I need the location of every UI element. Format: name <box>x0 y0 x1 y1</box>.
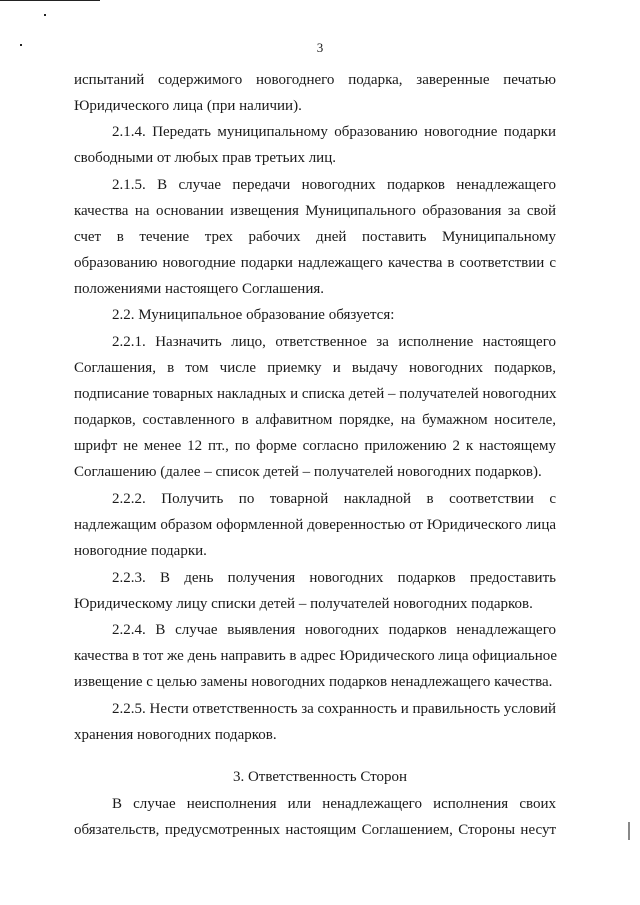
paragraph-line: образованию новогодние подарки надлежащего качества в соответствии с <box>74 255 556 271</box>
paragraph-line: подписание товарных накладных и списка детей – получателей новогодних <box>74 386 557 402</box>
paragraph-line: 2.2. Муниципальное образование обязуется: <box>112 307 395 323</box>
paragraph-line: обязательств, предусмотренных настоящим Соглашением, Стороны несут <box>74 822 556 838</box>
paragraph-line: 2.1.4. Передать муниципальному образованию новогодние подарки <box>112 124 556 140</box>
paragraph-line: Соглашению (далее – список детей – получателей новогодних подарков). <box>74 464 542 480</box>
page-number: 3 <box>316 40 324 55</box>
paragraph-line: 2.1.5. В случае передачи новогодних подарков ненадлежащего <box>112 177 556 193</box>
paragraph-line: извещение с целью замены новогодних подарков ненадлежащего качества. <box>74 674 553 690</box>
paragraph-line: надлежащим образом оформленной доверенностью от Юридического лица <box>74 517 556 533</box>
paragraph-line: 2.2.1. Назначить лицо, ответственное за исполнение настоящего <box>112 334 556 350</box>
paragraph-line: 2.2.3. В день получения новогодних подарков предоставить <box>112 570 556 586</box>
paragraph-line: качества в тот же день направить в адрес Юридического лица официальное <box>74 648 558 664</box>
scan-line <box>0 0 100 1</box>
paragraph-line: качества на основании извещения Муниципального образования за свой <box>74 203 556 219</box>
section-heading: 3. Ответственность Сторон <box>232 769 408 785</box>
paragraph-line: хранения новогодних подарков. <box>74 727 277 743</box>
paragraph-line: шрифт не менее 12 пт., по форме согласно приложению 2 к настоящему <box>74 438 556 454</box>
paragraph-line: положениями настоящего Соглашения. <box>74 281 324 297</box>
paragraph-line: Юридического лица (при наличии). <box>74 98 302 114</box>
paragraph-line: испытаний содержимого новогоднего подарка, заверенные печатью <box>74 72 556 88</box>
scan-edge-mark <box>628 822 630 840</box>
paragraph-line: Юридическому лицу списки детей – получателей новогодних подарков. <box>74 596 533 612</box>
scan-dot <box>44 14 46 16</box>
paragraph-line: счет в течение трех рабочих дней поставить Муниципальному <box>74 229 556 245</box>
paragraph-line: подарков, составленного в алфавитном порядке, на бумажном носителе, <box>74 412 556 428</box>
paragraph-line: 2.2.2. Получить по товарной накладной в соответствии с <box>112 491 556 507</box>
paragraph-line: новогодние подарки. <box>74 543 207 559</box>
paragraph-line: Соглашения, в том числе приемку и выдачу новогодних подарков, <box>74 360 556 376</box>
paragraph-line: 2.2.5. Нести ответственность за сохранность и правильность условий <box>112 701 557 717</box>
paragraph-line: 2.2.4. В случае выявления новогодних подарков ненадлежащего <box>112 622 556 638</box>
paragraph-line: свободными от любых прав третьих лиц. <box>74 150 336 166</box>
paragraph-line: В случае неисполнения или ненадлежащего исполнения своих <box>112 796 556 812</box>
